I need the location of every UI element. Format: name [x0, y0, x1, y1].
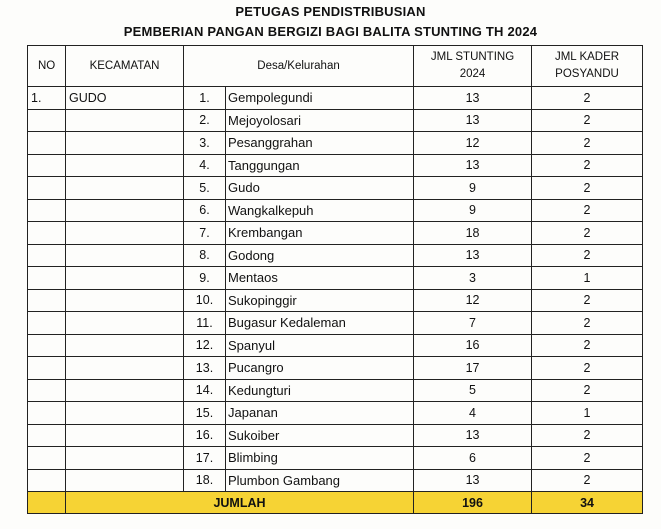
cell-desa-number: 9.	[184, 267, 226, 290]
cell-desa-name: Gudo	[226, 177, 414, 200]
cell-desa-number: 8.	[184, 244, 226, 267]
table-row	[28, 424, 643, 447]
cell-no	[28, 177, 66, 200]
cell-kecamatan	[66, 312, 184, 335]
cell-jml-kader: 2	[532, 222, 643, 245]
cell-desa-name: Mentaos	[226, 267, 414, 290]
cell-jml-stunting: 7	[414, 312, 532, 335]
cell-jml-stunting: 12	[414, 289, 532, 312]
cell-no	[28, 244, 66, 267]
table-row	[28, 447, 643, 470]
total-row	[28, 492, 643, 514]
cell-kecamatan	[66, 402, 184, 425]
cell-kecamatan	[66, 244, 184, 267]
cell-jml-kader: 2	[532, 379, 643, 402]
cell-desa-number: 17.	[184, 447, 226, 470]
header-jml-kader-line2: POSYANDU	[555, 68, 619, 80]
cell-desa-number: 12.	[184, 334, 226, 357]
cell-jml-kader: 2	[532, 469, 643, 492]
cell-jml-kader: 2	[532, 289, 643, 312]
cell-jml-stunting: 12	[414, 132, 532, 155]
cell-jml-stunting: 16	[414, 334, 532, 357]
total-label: JUMLAH	[66, 492, 414, 514]
cell-jml-stunting: 3	[414, 267, 532, 290]
cell-jml-stunting: 13	[414, 109, 532, 132]
cell-jml-kader: 2	[532, 424, 643, 447]
cell-no	[28, 267, 66, 290]
cell-jml-kader: 2	[532, 447, 643, 470]
cell-desa-number: 2.	[184, 109, 226, 132]
document-title: PETUGAS PENDISTRIBUSIAN	[235, 4, 426, 19]
cell-desa-name: Kedungturi	[226, 379, 414, 402]
cell-jml-stunting: 9	[414, 199, 532, 222]
cell-desa-number: 10.	[184, 289, 226, 312]
cell-desa-number: 11.	[184, 312, 226, 335]
cell-desa-name: Sukoiber	[226, 424, 414, 447]
table-row	[28, 109, 643, 132]
total-cell-empty	[28, 492, 66, 514]
cell-desa-name: Wangkalkepuh	[226, 199, 414, 222]
cell-kecamatan	[66, 222, 184, 245]
cell-jml-stunting: 13	[414, 87, 532, 110]
table-row	[28, 379, 643, 402]
cell-kecamatan	[66, 289, 184, 312]
cell-jml-stunting: 6	[414, 447, 532, 470]
cell-jml-kader: 2	[532, 177, 643, 200]
cell-desa-number: 13.	[184, 357, 226, 380]
distribution-table	[27, 45, 643, 514]
header-jml-stunting-line1: JML STUNTING	[430, 51, 515, 63]
cell-kecamatan	[66, 447, 184, 470]
table-row	[28, 87, 643, 110]
cell-desa-name: Plumbon Gambang	[226, 469, 414, 492]
cell-desa-name: Pesanggrahan	[226, 132, 414, 155]
cell-desa-name: Godong	[226, 244, 414, 267]
cell-jml-kader: 2	[532, 357, 643, 380]
cell-kecamatan	[66, 109, 184, 132]
cell-no	[28, 222, 66, 245]
cell-desa-number: 3.	[184, 132, 226, 155]
cell-kecamatan: GUDO	[66, 87, 184, 110]
cell-no	[28, 357, 66, 380]
cell-desa-number: 14.	[184, 379, 226, 402]
table-row	[28, 199, 643, 222]
document-subtitle: PEMBERIAN PANGAN BERGIZI BAGI BALITA STUNTING TH 2024	[123, 24, 538, 39]
cell-kecamatan	[66, 267, 184, 290]
cell-desa-name: Bugasur Kedaleman	[226, 312, 414, 335]
table-row	[28, 402, 643, 425]
cell-jml-stunting: 9	[414, 177, 532, 200]
cell-kecamatan	[66, 379, 184, 402]
table-row	[28, 154, 643, 177]
cell-desa-number: 15.	[184, 402, 226, 425]
cell-desa-name: Tanggungan	[226, 154, 414, 177]
cell-jml-stunting: 5	[414, 379, 532, 402]
cell-kecamatan	[66, 357, 184, 380]
cell-no	[28, 132, 66, 155]
cell-jml-kader: 2	[532, 132, 643, 155]
cell-desa-number: 5.	[184, 177, 226, 200]
table-row	[28, 267, 643, 290]
cell-desa-number: 18.	[184, 469, 226, 492]
cell-kecamatan	[66, 334, 184, 357]
cell-no	[28, 154, 66, 177]
cell-jml-kader: 1	[532, 267, 643, 290]
table-header-row	[28, 46, 643, 87]
cell-no	[28, 402, 66, 425]
cell-jml-stunting: 13	[414, 469, 532, 492]
cell-jml-stunting: 18	[414, 222, 532, 245]
cell-desa-number: 4.	[184, 154, 226, 177]
header-jml-stunting-line2: 2024	[459, 68, 486, 80]
table-row	[28, 312, 643, 335]
cell-jml-kader: 2	[532, 334, 643, 357]
table-row	[28, 289, 643, 312]
cell-desa-name: Japanan	[226, 402, 414, 425]
table-row	[28, 469, 643, 492]
cell-jml-kader: 2	[532, 154, 643, 177]
total-jml-kader: 34	[532, 492, 643, 514]
cell-jml-kader: 1	[532, 402, 643, 425]
cell-jml-kader: 2	[532, 312, 643, 335]
table-row	[28, 244, 643, 267]
cell-desa-number: 1.	[184, 87, 226, 110]
cell-no	[28, 109, 66, 132]
cell-no	[28, 424, 66, 447]
table-row	[28, 334, 643, 357]
table-row	[28, 177, 643, 200]
cell-no: 1.	[28, 87, 66, 110]
cell-desa-name: Krembangan	[226, 222, 414, 245]
cell-no	[28, 312, 66, 335]
cell-jml-stunting: 13	[414, 244, 532, 267]
cell-desa-number: 6.	[184, 199, 226, 222]
total-jml-stunting: 196	[414, 492, 532, 514]
cell-jml-stunting: 13	[414, 424, 532, 447]
cell-no	[28, 334, 66, 357]
cell-kecamatan	[66, 199, 184, 222]
cell-no	[28, 379, 66, 402]
table-row	[28, 222, 643, 245]
cell-kecamatan	[66, 424, 184, 447]
cell-desa-name: Spanyul	[226, 334, 414, 357]
cell-desa-name: Pucangro	[226, 357, 414, 380]
cell-desa-name: Blimbing	[226, 447, 414, 470]
cell-no	[28, 199, 66, 222]
table-row	[28, 357, 643, 380]
header-jml-kader	[532, 46, 643, 87]
cell-kecamatan	[66, 154, 184, 177]
cell-no	[28, 447, 66, 470]
cell-jml-kader: 2	[532, 199, 643, 222]
cell-desa-number: 7.	[184, 222, 226, 245]
cell-jml-stunting: 13	[414, 154, 532, 177]
cell-desa-number: 16.	[184, 424, 226, 447]
cell-kecamatan	[66, 469, 184, 492]
cell-jml-kader: 2	[532, 109, 643, 132]
cell-kecamatan	[66, 132, 184, 155]
cell-kecamatan	[66, 177, 184, 200]
cell-no	[28, 289, 66, 312]
header-jml-stunting	[414, 46, 532, 87]
header-no: NO	[28, 46, 66, 87]
cell-jml-stunting: 17	[414, 357, 532, 380]
table-row	[28, 132, 643, 155]
cell-no	[28, 469, 66, 492]
cell-desa-name: Sukopinggir	[226, 289, 414, 312]
header-jml-kader-line1: JML KADER	[554, 51, 620, 63]
header-desa: Desa/Kelurahan	[184, 46, 414, 87]
cell-jml-kader: 2	[532, 244, 643, 267]
cell-jml-kader: 2	[532, 87, 643, 110]
cell-desa-name: Mejoyolosari	[226, 109, 414, 132]
cell-desa-name: Gempolegundi	[226, 87, 414, 110]
header-kecamatan: KECAMATAN	[66, 46, 184, 87]
cell-jml-stunting: 4	[414, 402, 532, 425]
